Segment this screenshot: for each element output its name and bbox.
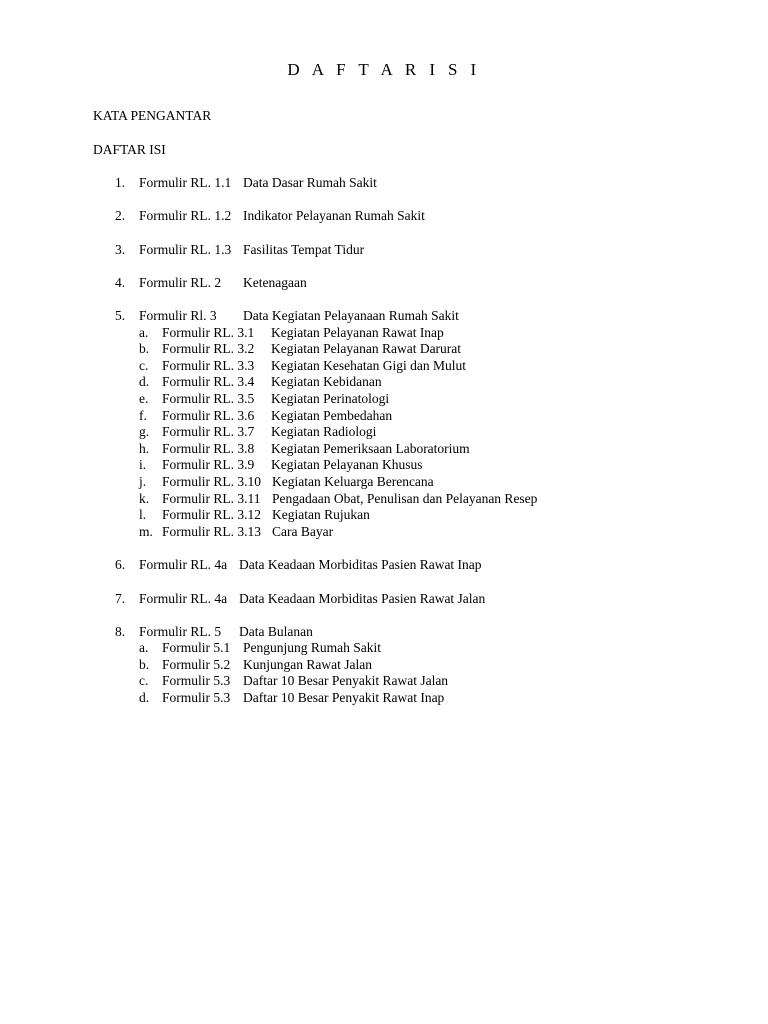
toc-subitem (0, 424, 768, 441)
toc-subitem-letter: a. (139, 640, 149, 656)
toc-item-number: 4. (115, 274, 126, 290)
toc-subitem-description: Pengunjung Rumah Sakit (243, 640, 381, 656)
heading-kata-pengantar: KATA PENGANTAR (93, 108, 212, 123)
heading-daftar-isi: DAFTAR ISI (93, 142, 166, 157)
toc-subitem-form: Formulir 5.3 (162, 673, 231, 689)
toc-item (0, 591, 768, 608)
toc-subitem-form: Formulir RL. 3.4 (162, 374, 255, 390)
toc-item-form: Formulir RL. 5 (139, 623, 222, 639)
toc-subitem-description: Kegiatan Keluarga Berencana (272, 474, 434, 490)
toc-subitem-description: Kegiatan Pelayanan Rawat Darurat (271, 341, 462, 357)
toc-item-description: Data Dasar Rumah Sakit (243, 175, 377, 190)
toc-item (0, 308, 768, 325)
toc-subitem (0, 325, 768, 342)
toc-subitem (0, 391, 768, 408)
toc-item-description: Data Bulanan (239, 623, 313, 639)
toc-subitem-description: Kegiatan Rujukan (272, 507, 370, 523)
toc-item-number: 6. (115, 557, 126, 573)
toc-subitem-description: Kegiatan Pelayanan Khusus (271, 457, 423, 473)
toc-subitem-letter: b. (139, 341, 150, 357)
toc-subitem (0, 408, 768, 425)
toc-item-description: Indikator Pelayanan Rumah Sakit (243, 208, 425, 224)
toc-subitem (0, 341, 768, 358)
toc-subitem-form: Formulir RL. 3.12 (162, 507, 262, 523)
toc-item (0, 557, 768, 574)
toc-subitem-form: Formulir RL. 3.8 (162, 440, 255, 456)
toc-subitem-form: Formulir 5.3 (162, 690, 231, 706)
page-title: D A F T A R I S I (287, 60, 481, 79)
toc-item-description: Ketenagaan (243, 274, 307, 290)
toc-subitem-form: Formulir 5.2 (162, 656, 231, 672)
toc-subitem-form: Formulir RL. 3.10 (162, 474, 262, 490)
toc-subitem-description: Kegiatan Pemeriksaan Laboratorium (271, 440, 470, 456)
toc-subitem-letter: i. (139, 457, 147, 473)
toc-item-description: Data Kegiatan Pelayanaan Rumah Sakit (243, 308, 459, 324)
toc-subitem-letter: a. (139, 324, 149, 340)
toc-subitem-description: Pengadaan Obat, Penulisan dan Pelayanan Resep (272, 490, 538, 506)
toc-item-form: Formulir RL. 4a (139, 557, 228, 573)
toc-subitem-letter: l. (139, 507, 147, 523)
toc-subitem-description: Daftar 10 Besar Penyakit Rawat Jalan (243, 673, 449, 689)
toc-subitem (0, 491, 768, 508)
toc-item-form: Formulir RL. 4a (139, 590, 228, 606)
table-of-contents (0, 175, 768, 707)
toc-subitem-letter: k. (139, 490, 150, 506)
toc-item-form: Formulir RL. 2 (139, 274, 222, 290)
toc-subitem (0, 673, 768, 690)
toc-item-description: Fasilitas Tempat Tidur (243, 241, 365, 257)
toc-item-number: 7. (115, 590, 126, 606)
toc-subitem-description: Kegiatan Pelayanan Rawat Inap (271, 324, 444, 340)
toc-subitem-description: Kunjungan Rawat Jalan (243, 656, 372, 672)
toc-subitem-description: Kegiatan Perinatologi (271, 391, 390, 407)
toc-item (0, 242, 768, 259)
toc-subitem (0, 657, 768, 674)
toc-item-number: 5. (115, 308, 126, 324)
toc-subitem-letter: j. (139, 474, 147, 490)
toc-subitem-letter: g. (139, 424, 150, 440)
toc-subitem-letter: c. (139, 673, 149, 689)
toc-subitem-description: Kegiatan Kebidanan (271, 374, 382, 390)
toc-subitem (0, 507, 768, 524)
toc-subitem-form: Formulir RL. 3.6 (162, 407, 255, 423)
toc-subitem (0, 358, 768, 375)
toc-subitem-description: Kegiatan Pembedahan (271, 407, 393, 423)
toc-subitem (0, 457, 768, 474)
toc-subitem-description: Cara Bayar (272, 523, 334, 539)
toc-subitem-form: Formulir RL. 3.1 (162, 324, 255, 340)
toc-item-form: Formulir RL. 1.2 (139, 208, 232, 224)
toc-subitem-letter: b. (139, 656, 150, 672)
toc-subitem (0, 374, 768, 391)
toc-subitem-letter: c. (139, 357, 149, 373)
toc-subitem-description: Kegiatan Kesehatan Gigi dan Mulut (271, 357, 466, 373)
toc-subitem (0, 524, 768, 541)
toc-subitem-letter: d. (139, 374, 150, 390)
toc-item (0, 175, 768, 192)
toc-item-form: Formulir RL. 1.1 (139, 175, 232, 190)
toc-item-form: Formulir RL. 1.3 (139, 241, 232, 257)
toc-item (0, 275, 768, 292)
toc-subitem-letter: e. (139, 391, 149, 407)
toc-subitem-letter: h. (139, 440, 150, 456)
toc-subitem-form: Formulir RL. 3.2 (162, 341, 255, 357)
toc-subitem-form: Formulir RL. 3.9 (162, 457, 255, 473)
toc-item-description: Data Keadaan Morbiditas Pasien Rawat Jalan (239, 590, 486, 606)
toc-item-number: 1. (115, 175, 126, 190)
toc-subitem (0, 441, 768, 458)
toc-subitem-letter: f. (139, 407, 147, 423)
toc-subitem (0, 640, 768, 657)
toc-subitem-form: Formulir RL. 3.3 (162, 357, 255, 373)
toc-item-form: Formulir Rl. 3 (139, 308, 217, 324)
toc-subitem (0, 474, 768, 491)
toc-item-number: 3. (115, 241, 126, 257)
toc-subitem-letter: d. (139, 690, 150, 706)
toc-subitem-description: Daftar 10 Besar Penyakit Rawat Inap (243, 690, 445, 706)
toc-subitem-form: Formulir 5.1 (162, 640, 231, 656)
toc-subitem-form: Formulir RL. 3.11 (162, 490, 261, 506)
toc-subitem (0, 690, 768, 707)
toc-item-number: 8. (115, 623, 126, 639)
toc-subitem-letter: m. (139, 523, 153, 539)
toc-subitem-form: Formulir RL. 3.7 (162, 424, 255, 440)
toc-item (0, 624, 768, 641)
toc-item (0, 208, 768, 225)
toc-item-description: Data Keadaan Morbiditas Pasien Rawat Inap (239, 557, 482, 573)
toc-subitem-form: Formulir RL. 3.13 (162, 523, 262, 539)
toc-subitem-description: Kegiatan Radiologi (271, 424, 377, 440)
toc-subitem-form: Formulir RL. 3.5 (162, 391, 255, 407)
toc-item-number: 2. (115, 208, 126, 224)
